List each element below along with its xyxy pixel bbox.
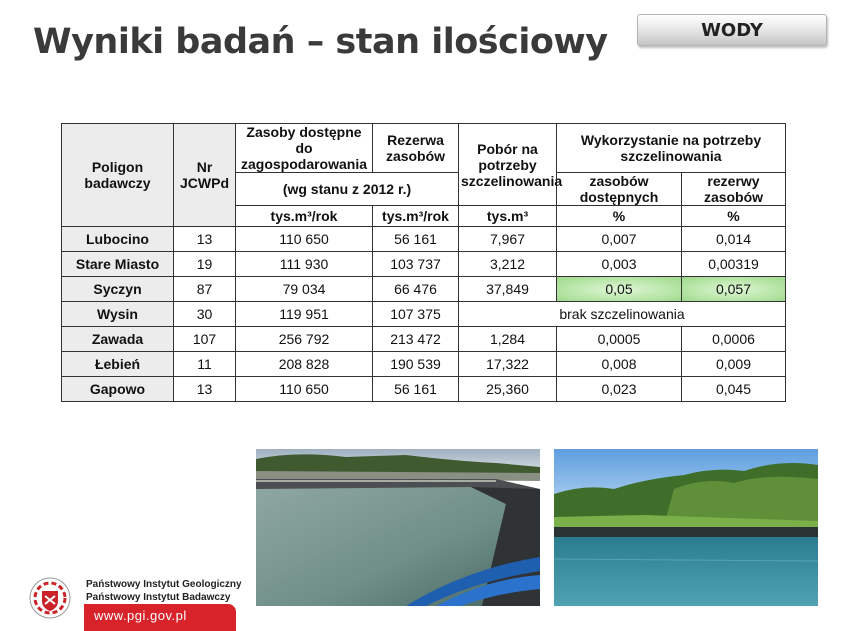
row-name: Zawada — [62, 327, 174, 352]
row-name: Syczyn — [62, 277, 174, 302]
header-rezerwa: Rezerwa zasobów — [373, 124, 459, 173]
header-zasobow-dostepnych: zasobów dostępnych — [557, 173, 682, 206]
row-zasoby: 110 650 — [236, 227, 373, 252]
header-poligon: Poligon badawczy — [62, 124, 174, 227]
institute-line-2: Państwowy Instytut Badawczy — [86, 592, 231, 603]
row-rezerwa: 66 476 — [373, 277, 459, 302]
row-pobor: 7,967 — [459, 227, 557, 252]
row-pct-zasobow: 0,023 — [557, 377, 682, 402]
row-nr: 11 — [174, 352, 236, 377]
unit-pobor: tys.m³ — [459, 206, 557, 227]
row-pct-zasobow-highlighted: 0,05 — [557, 277, 682, 302]
website-link[interactable]: www.pgi.gov.pl — [84, 604, 236, 631]
table-row — [62, 227, 786, 252]
unit-pct-rezerwy: % — [682, 206, 786, 227]
row-nr: 107 — [174, 327, 236, 352]
header-zasoby: Zasoby dostępne do zagospodarowania — [236, 124, 373, 173]
row-name: Wysin — [62, 302, 174, 327]
row-nr: 19 — [174, 252, 236, 277]
row-rezerwa: 56 161 — [373, 377, 459, 402]
table-row — [62, 352, 786, 377]
row-pct-rezerwy: 0,0006 — [682, 327, 786, 352]
unit-pct-zasobow: % — [557, 206, 682, 227]
header-wykorzystanie: Wykorzystanie na potrzeby szczelinowania — [557, 124, 786, 173]
header-rezerwy-zasobow: rezerwy zasobów — [682, 173, 786, 206]
row-nr: 30 — [174, 302, 236, 327]
row-pobor: 17,322 — [459, 352, 557, 377]
row-note: brak szczelinowania — [459, 302, 786, 327]
header-nr: Nr JCWPd — [174, 124, 236, 227]
reservoir-photo-right — [554, 449, 818, 606]
row-pct-zasobow: 0,008 — [557, 352, 682, 377]
row-nr: 13 — [174, 227, 236, 252]
row-zasoby: 119 951 — [236, 302, 373, 327]
row-name: Stare Miasto — [62, 252, 174, 277]
row-pobor: 3,212 — [459, 252, 557, 277]
header-pobor: Pobór na potrzeby szczelinowania — [459, 124, 557, 206]
row-pct-rezerwy: 0,009 — [682, 352, 786, 377]
row-zasoby: 79 034 — [236, 277, 373, 302]
row-pct-rezerwy: 0,014 — [682, 227, 786, 252]
row-pobor: 1,284 — [459, 327, 557, 352]
row-rezerwa: 213 472 — [373, 327, 459, 352]
row-name: Gapowo — [62, 377, 174, 402]
row-pct-rezerwy: 0,00319 — [682, 252, 786, 277]
row-nr: 87 — [174, 277, 236, 302]
row-pobor: 25,360 — [459, 377, 557, 402]
row-rezerwa: 103 737 — [373, 252, 459, 277]
row-name: Łebień — [62, 352, 174, 377]
institute-name — [86, 578, 242, 604]
row-pct-rezerwy: 0,045 — [682, 377, 786, 402]
table-row — [62, 327, 786, 352]
row-nr: 13 — [174, 377, 236, 402]
row-name: Lubocino — [62, 227, 174, 252]
header-stan: (wg stanu z 2012 r.) — [236, 173, 459, 206]
table-row — [62, 302, 786, 327]
row-rezerwa: 107 375 — [373, 302, 459, 327]
reservoir-image — [256, 449, 540, 606]
page-title: Wyniki badań – stan ilościowy — [33, 22, 608, 62]
row-zasoby: 111 930 — [236, 252, 373, 277]
row-pobor: 37,849 — [459, 277, 557, 302]
row-pct-zasobow: 0,007 — [557, 227, 682, 252]
unit-rezerwa: tys.m³/rok — [373, 206, 459, 227]
institute-line-1: Państwowy Instytut Geologiczny — [86, 579, 242, 590]
pgi-logo — [29, 577, 71, 619]
table-row — [62, 377, 786, 402]
row-pct-zasobow: 0,0005 — [557, 327, 682, 352]
reservoir-photo-left — [256, 449, 540, 606]
category-badge: WODY — [637, 14, 827, 46]
row-rezerwa: 56 161 — [373, 227, 459, 252]
table-row — [62, 252, 786, 277]
forest-reservoir-image — [554, 449, 818, 606]
unit-zasoby: tys.m³/rok — [236, 206, 373, 227]
row-zasoby: 208 828 — [236, 352, 373, 377]
row-zasoby: 110 650 — [236, 377, 373, 402]
row-zasoby: 256 792 — [236, 327, 373, 352]
institute-emblem-icon — [29, 577, 71, 619]
table-row — [62, 277, 786, 302]
row-rezerwa: 190 539 — [373, 352, 459, 377]
row-pct-zasobow: 0,003 — [557, 252, 682, 277]
row-pct-rezerwy-highlighted: 0,057 — [682, 277, 786, 302]
results-table — [61, 123, 786, 402]
